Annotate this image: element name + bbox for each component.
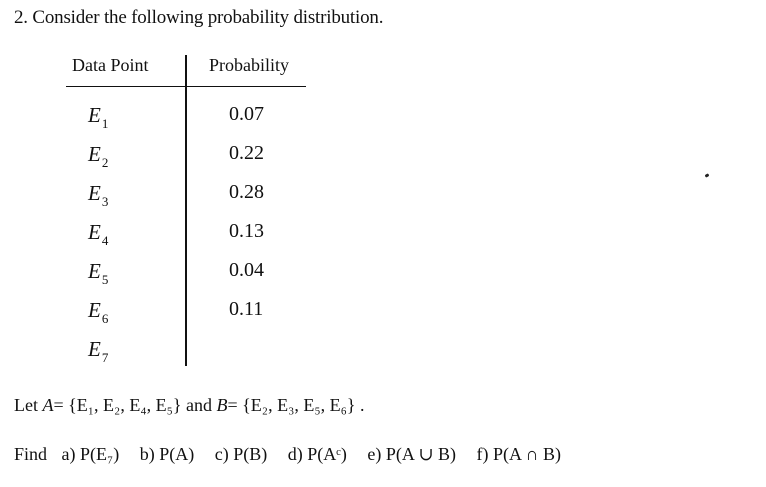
event-label: $E_3$ [88, 181, 109, 209]
probability-value: 0.07 [229, 103, 264, 125]
table-row [66, 259, 306, 297]
set-b-name: B [216, 395, 228, 415]
find-item-e: e) P(A ∪ B) [367, 444, 456, 464]
probability-value: 0.13 [229, 220, 264, 242]
probability-value: 0.28 [229, 181, 264, 203]
find-line [14, 444, 561, 465]
event-label: $E_6$ [88, 298, 109, 326]
probability-value: 0.11 [229, 298, 264, 320]
table-row [66, 220, 306, 258]
probability-value: 0.22 [229, 142, 264, 164]
find-item-f: f) P(A ∩ B) [476, 444, 561, 464]
sets-and: and [186, 395, 213, 415]
event-label: $E_1$ [88, 103, 109, 131]
table-row [66, 142, 306, 180]
table-row [66, 298, 306, 336]
header-probability: Probability [209, 55, 289, 75]
header-data-point: Data Point [72, 55, 149, 75]
set-definitions [14, 395, 365, 416]
find-item-a: a) P(E₇) [61, 444, 120, 464]
table-row [66, 181, 306, 219]
scan-speck [705, 173, 710, 178]
find-item-d: d) P(Aᶜ) [287, 444, 347, 464]
event-label: $E_2$ [88, 142, 109, 170]
find-item-b: b) P(A) [139, 444, 195, 464]
find-item-c: c) P(B) [214, 444, 268, 464]
set-a-definition: = {E₁, E₂, E₄, E₅} [53, 395, 182, 415]
event-label: $E_4$ [88, 220, 109, 248]
probability-value: 0.04 [229, 259, 264, 281]
event-label: $E_5$ [88, 259, 109, 287]
set-a-name: A [42, 395, 54, 415]
question-text: 2. Consider the following probability distribution. [14, 7, 384, 28]
event-label: $E_7$ [88, 337, 109, 365]
table-row [66, 337, 306, 375]
set-b-definition: = {E₂, E₃, E₅, E₆} . [227, 395, 365, 415]
table-row [66, 103, 306, 141]
sets-prefix: Let [14, 395, 38, 415]
find-label: Find [14, 444, 48, 464]
